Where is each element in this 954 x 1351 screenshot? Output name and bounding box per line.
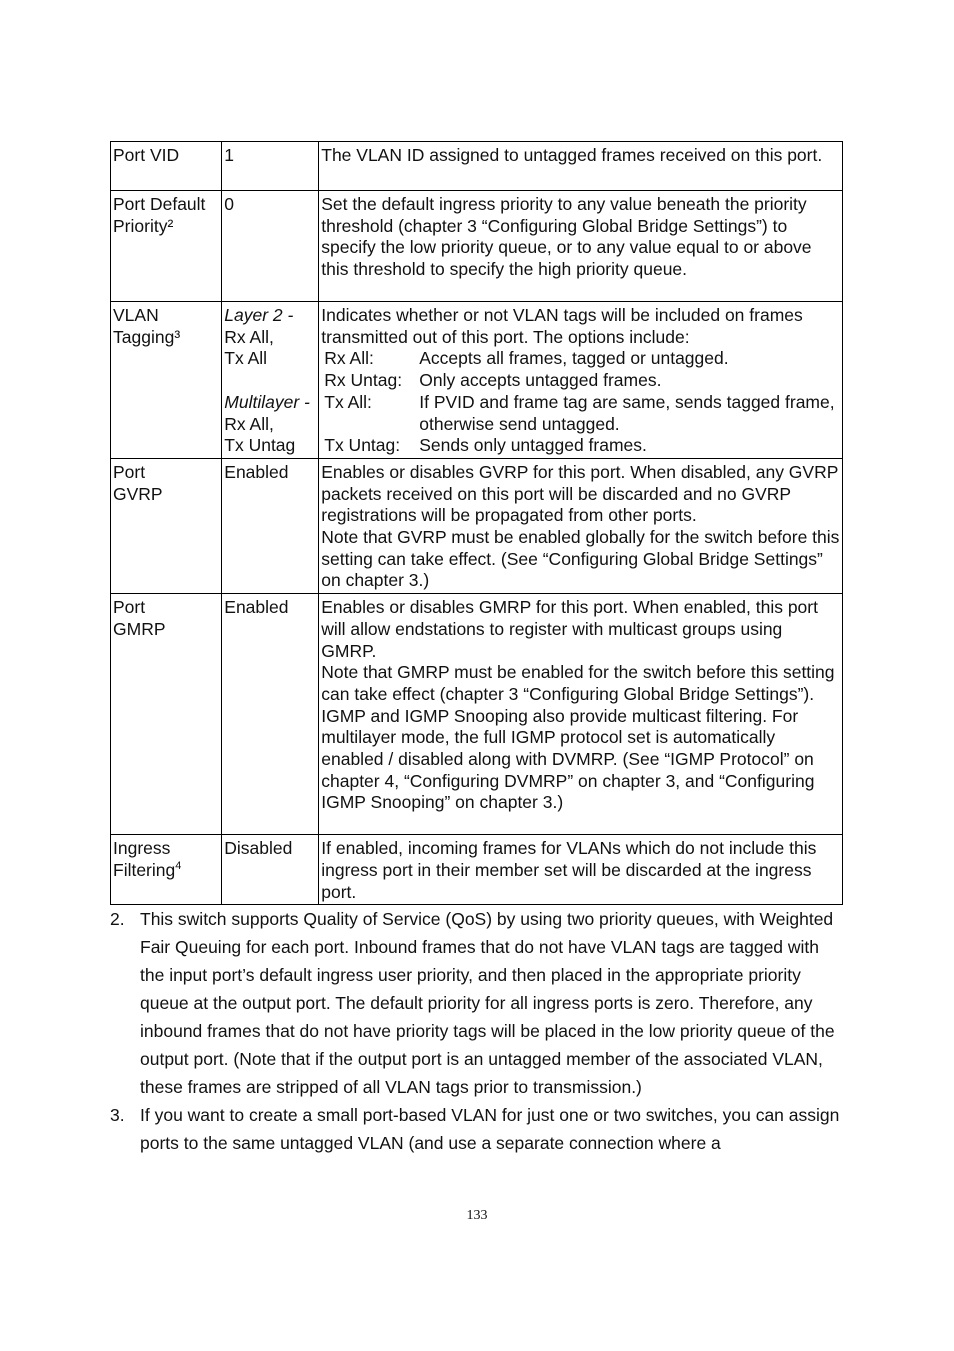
option-desc: Only accepts untagged frames. — [419, 370, 662, 391]
port-settings-table — [110, 141, 843, 905]
footnote-marker: 4 — [175, 860, 182, 873]
option-desc: If PVID and frame tag are same, sends tagged frame, otherwise send untagged. — [419, 391, 835, 434]
footnote-marker: ² — [167, 215, 174, 236]
cell-default: 1 — [222, 142, 319, 191]
table-row-port-vid — [111, 142, 843, 191]
footnotes — [110, 905, 845, 1157]
table-row-ingress-filtering — [111, 835, 843, 905]
option-name: Tx All: — [324, 391, 372, 412]
multilayer-label: Multilayer - — [224, 391, 310, 412]
cell-default: Disabled — [222, 835, 319, 905]
cell-description: The VLAN ID assigned to untagged frames received on this port. — [319, 142, 843, 191]
cell-default: 0 — [222, 191, 319, 302]
option-item — [321, 348, 840, 370]
cell-description: Set the default ingress priority to any value beneath the priority threshold (chapter 3 “Configuring Global Bridge Settings”) to specify the low priority queue, or to any value equal to or above this threshold to specify the high priority queue. — [319, 191, 843, 302]
cell-description: If enabled, incoming frames for VLANs which do not include this ingress port in their member set will be discarded at the ingress port. — [319, 835, 843, 905]
cell-description — [319, 302, 843, 459]
option-item — [321, 435, 840, 457]
cell-parameter: Port GVRP — [111, 458, 222, 593]
option-item — [321, 370, 840, 392]
cell-parameter: Port Default Priority² — [111, 191, 222, 302]
footnote-item — [110, 1101, 845, 1157]
footnote-number: 3. — [110, 1105, 125, 1125]
cell-parameter: Ingress Filtering$^4$ — [111, 835, 222, 905]
layer2-label: Layer 2 - — [224, 305, 294, 325]
option-desc: Accepts all frames, tagged or untagged. — [419, 348, 729, 369]
layer2-value: Rx All, Tx All — [224, 326, 274, 369]
footnote-text: This switch supports Quality of Service (QoS) by using two priority queues, with Weighted Fair Queuing for each port. Inbound frames that do not have VLAN tags are tagged with the input port’s default ingress user priority, and then placed in the appropriate priority queue at the output port. The default priority for all ingress ports is zero. Therefore, any inbound frames that do not have priority tags will be placed in the low priority queue of the output port. (Note that if the output port is an untagged member of the associated VLAN, these frames are stripped of all VLAN tags prior to transmission.) — [140, 909, 835, 1097]
cell-parameter: Port VID — [111, 142, 222, 191]
footnote-marker: ³ — [174, 326, 181, 347]
cell-default — [222, 302, 319, 459]
option-name: Rx All: — [324, 348, 374, 369]
option-name: Rx Untag: — [324, 370, 403, 391]
cell-parameter: Port GMRP — [111, 594, 222, 835]
option-desc: Sends only untagged frames. — [419, 435, 647, 456]
footnote-text: If you want to create a small port-based VLAN for just one or two switches, you can assign ports to the same untagged VLAN (and use a separate connection where a — [140, 1105, 840, 1153]
cell-description: Enables or disables GVRP for this port. When disabled, any GVRP packets received on this port will be discarded and no GVRP registrations will be propagated from other ports. Note that GVRP must be enabled globally for the switch before this setting can take effect. (See “Configuring Global Bridge Settings” on chapter 3.) — [319, 458, 843, 593]
option-item — [321, 392, 840, 435]
cell-default: Enabled — [222, 594, 319, 835]
cell-default: Enabled — [222, 458, 319, 593]
multilayer-value: Rx All, Tx Untag — [224, 413, 296, 456]
table-row-port-gmrp — [111, 594, 843, 835]
page-number: 133 — [466, 1208, 488, 1223]
option-name: Tx Untag: — [324, 435, 401, 456]
table-row-vlan-tagging — [111, 302, 843, 459]
footnote-number: 2. — [110, 909, 125, 929]
table-row-port-default-priority — [111, 191, 843, 302]
description-text: Indicates whether or not VLAN tags will be included on frames transmitted out of this port. The options include: — [321, 305, 803, 347]
cell-parameter: VLAN Tagging³ — [111, 302, 222, 459]
table-row-port-gvrp — [111, 458, 843, 593]
footnote-item — [110, 905, 845, 1101]
cell-description: Enables or disables GMRP for this port. When enabled, this port will allow endstations to register with multicast groups using GMRP. Note that GMRP must be enabled for the switch before this setting can take effect (chapter 3 “Configuring Global Bridge Settings”). IGMP and IGMP Snooping also provide multicast filtering. For multilayer mode, the full IGMP protocol set is automatically enabled / disabled along with DVMRP. (See “IGMP Protocol” on chapter 4, “Configuring DVMRP” on chapter 3, and “Configuring IGMP Snooping” on chapter 3.) — [319, 594, 843, 835]
